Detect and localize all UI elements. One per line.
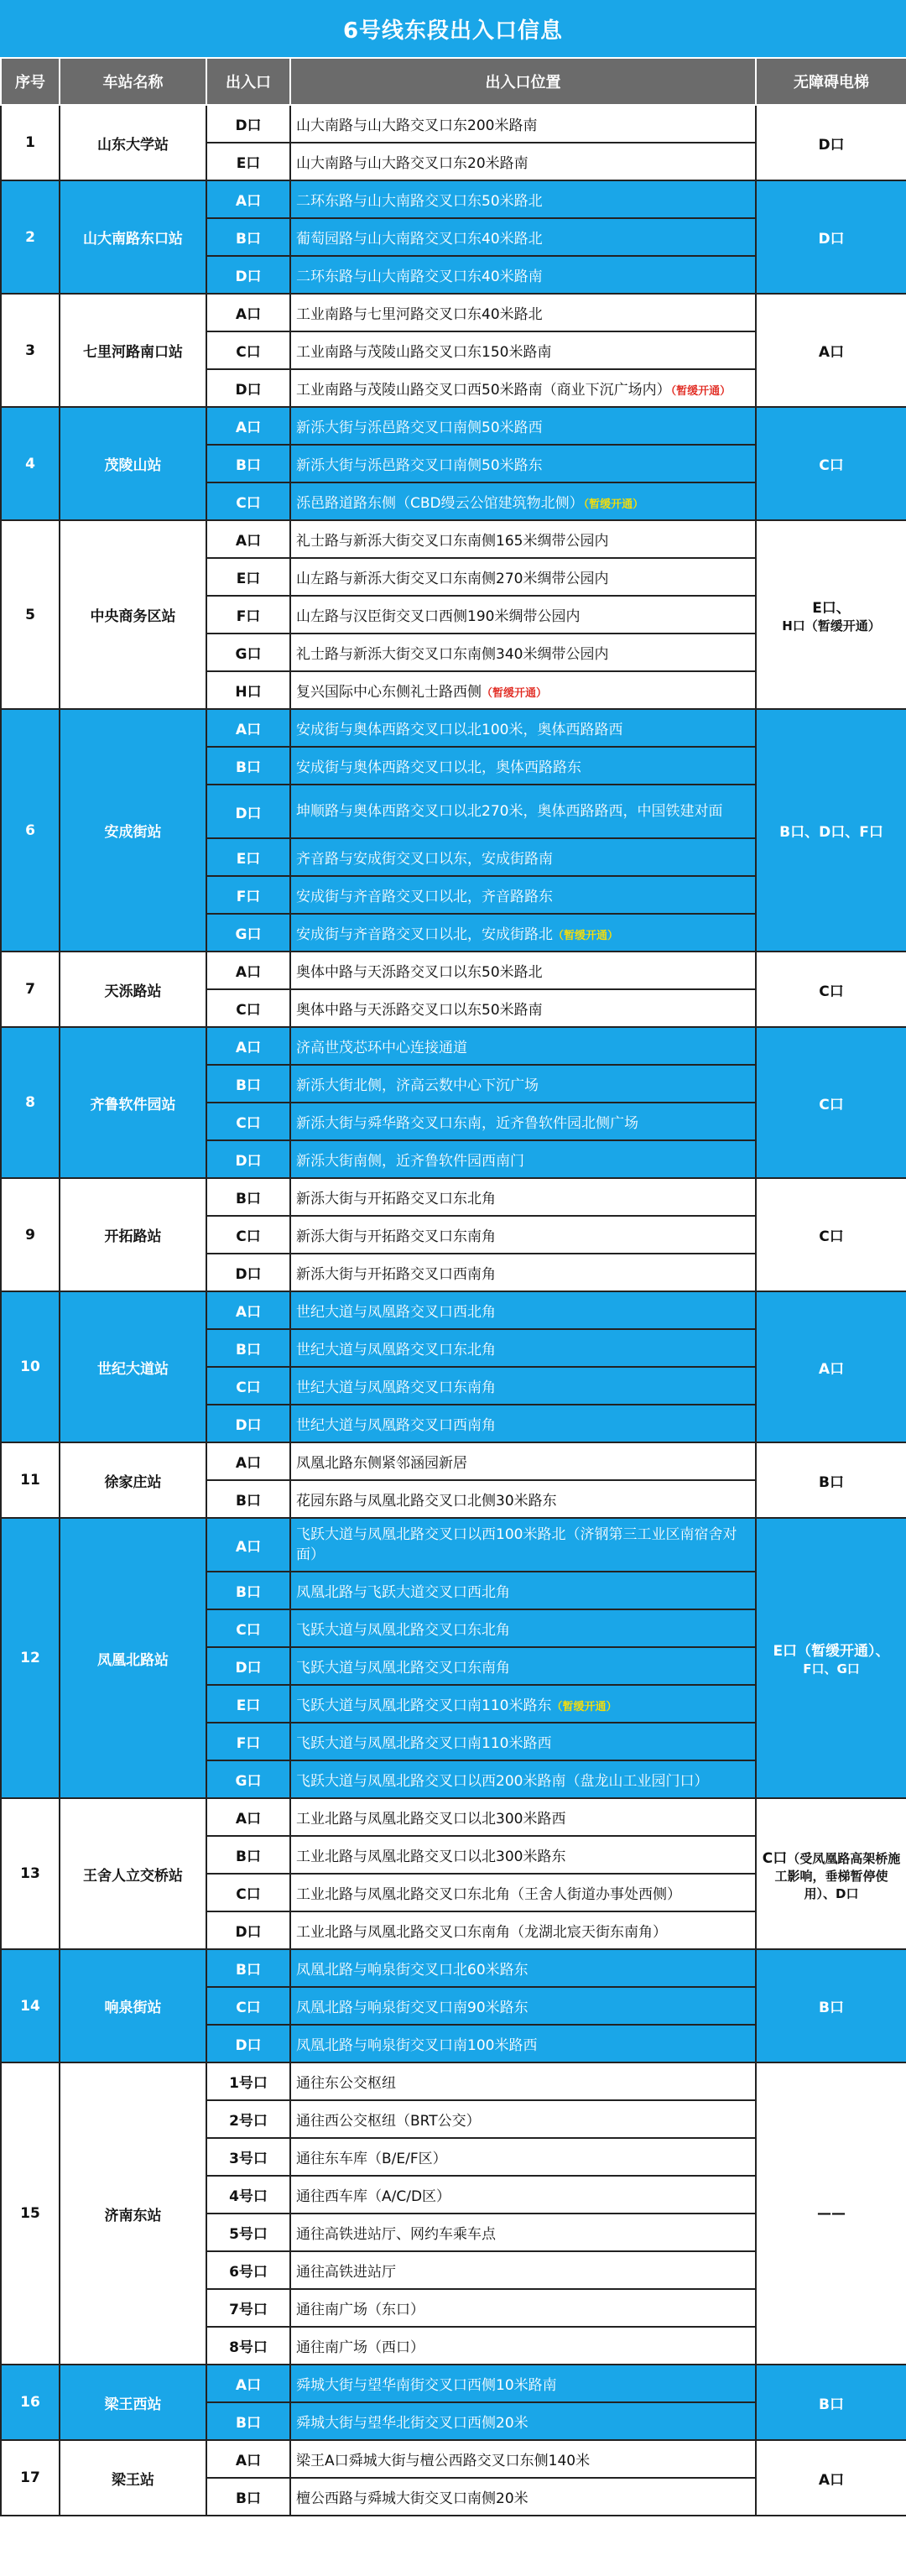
exit-position: [290, 1987, 756, 2025]
exit-position-text: 安成街与齐音路交叉口以北，安成街路北: [296, 926, 553, 943]
exit-position-text: 礼士路与新泺大街交叉口东南侧165米绸带公园内: [296, 533, 609, 550]
exit-position-text: 工业南路与茂陵山路交叉口东150米路南: [296, 344, 552, 361]
station-name: 梁王站: [60, 2440, 206, 2516]
exit-gate: C口: [206, 1367, 290, 1405]
exit-position-text: 工业南路与七里河路交叉口东40米路北: [296, 306, 543, 323]
exit-position-text: 世纪大道与凤凰路交叉口西北角: [296, 1304, 496, 1321]
station-name: 梁王西站: [60, 2365, 206, 2440]
exit-gate: A口: [206, 520, 290, 558]
exit-position-text: 新泺大街南侧，近齐鲁软件园西南门: [296, 1153, 524, 1170]
table-row: [1, 952, 906, 989]
station-name: 凤凰北路站: [60, 1518, 206, 1798]
exit-position-text: 二环东路与山大南路交叉口东50米路北: [296, 193, 543, 210]
exit-gate: E口: [206, 838, 290, 876]
exit-position-text: 复兴国际中心东侧礼士路西侧: [296, 684, 482, 701]
exit-position-text: 坤顺路与奥体西路交叉口以北270米，奥体西路路西，中国铁建对面: [296, 803, 723, 820]
accessible-lift: [756, 407, 906, 520]
exit-position: [290, 2478, 756, 2516]
station-number: 8: [1, 1027, 60, 1178]
exit-position: [290, 838, 756, 876]
exit-position: [290, 1609, 756, 1647]
table-row: [1, 407, 906, 445]
exit-position-text: 凤凰北路与响泉街交叉口南90米路东: [296, 2000, 528, 2016]
header-position: 出入口位置: [290, 58, 756, 105]
exit-gate: C口: [206, 1216, 290, 1254]
exit-gate: G口: [206, 634, 290, 671]
exit-position-text: 通往高铁进站厅: [296, 2264, 396, 2281]
lift-value: B口: [819, 1473, 844, 1491]
exit-position-text: 新泺大街与开拓路交叉口西南角: [296, 1266, 496, 1283]
table-row: [1, 1291, 906, 1329]
exit-position-text: 工业北路与凤凰北路交叉口东北角（王舍人街道办事处西侧）: [296, 1886, 681, 1903]
exit-position-text: 飞跃大道与凤凰北路交叉口南110米路西: [296, 1735, 552, 1752]
accessible-lift: [756, 520, 906, 709]
station-number: 11: [1, 1442, 60, 1518]
exit-gate: D口: [206, 2025, 290, 2062]
accessible-lift: [756, 709, 906, 952]
exit-position: [290, 1103, 756, 1140]
lift-value: A口: [818, 344, 845, 361]
exit-gate: 6号口: [206, 2251, 290, 2289]
exit-position-text: 世纪大道与凤凰路交叉口东南角: [296, 1379, 496, 1396]
exit-position: [290, 1178, 756, 1216]
exit-position: [290, 671, 756, 709]
station-name: 齐鲁软件园站: [60, 1027, 206, 1178]
exit-position-text: 舜城大街与望华北街交叉口西侧20米: [296, 2415, 528, 2432]
lift-note: H口（暂缓开通）: [782, 618, 881, 634]
exit-position-text: 新泺大街与开拓路交叉口东南角: [296, 1228, 496, 1245]
exit-position-text: 通往西公交枢纽（BRT公交）: [296, 2113, 481, 2130]
station-number: 3: [1, 294, 60, 407]
lift-value: D口: [818, 136, 845, 154]
exit-note: （暂缓开通）: [670, 385, 732, 398]
exit-gate: D口: [206, 1647, 290, 1685]
exit-gate: A口: [206, 180, 290, 218]
station-number: 9: [1, 1178, 60, 1291]
lift-note: （受凤凰路高架桥施工影响，垂梯暂停使用）、D口: [774, 1850, 901, 1901]
exit-gate: D口: [206, 369, 290, 407]
exit-position: [290, 105, 756, 143]
exit-position-text: 齐音路与安成街交叉口以东，安成街路南: [296, 851, 553, 868]
accessible-lift: [756, 2440, 906, 2516]
lift-value: B口: [819, 2396, 844, 2413]
exit-position: [290, 1836, 756, 1874]
table-body: [1, 105, 906, 2516]
exit-gate: A口: [206, 1798, 290, 1836]
exit-position: [290, 1760, 756, 1798]
station-name: 山东大学站: [60, 105, 206, 180]
exit-gate: B口: [206, 1836, 290, 1874]
exit-gate: C口: [206, 1874, 290, 1911]
exit-position: [290, 2440, 756, 2478]
exit-position-text: 通往南广场（西口）: [296, 2339, 424, 2356]
exit-gate: B口: [206, 1329, 290, 1367]
exit-gate: D口: [206, 1405, 290, 1442]
station-name: 山大南路东口站: [60, 180, 206, 294]
exit-position: [290, 2289, 756, 2327]
station-number: 5: [1, 520, 60, 709]
station-number: 4: [1, 407, 60, 520]
exit-position: [290, 1911, 756, 1949]
exit-note: （暂缓开通）: [551, 1701, 617, 1713]
exit-position: [290, 558, 756, 596]
station-name: 安成街站: [60, 709, 206, 952]
exit-gate: F口: [206, 876, 290, 914]
exit-position-text: 新泺大街与舜华路交叉口东南，近齐鲁软件园北侧广场: [296, 1115, 638, 1132]
exit-position-text: 葡萄园路与山大南路交叉口东40米路北: [296, 231, 543, 248]
exit-position-text: 山大南路与山大路交叉口东20米路南: [296, 155, 528, 172]
exit-position: [290, 180, 756, 218]
table-row: [1, 1178, 906, 1216]
exit-position-text: 安成街与齐音路交叉口以北，齐音路路东: [296, 889, 553, 905]
accessible-lift: [756, 294, 906, 407]
exit-position: [290, 1405, 756, 1442]
exit-gate: A口: [206, 294, 290, 331]
exit-gate: C口: [206, 1987, 290, 2025]
exit-position-text: 二环东路与山大南路交叉口东40米路南: [296, 269, 543, 285]
table-header-row: [1, 58, 906, 105]
exit-position: [290, 1216, 756, 1254]
station-name: 王舍人立交桥站: [60, 1798, 206, 1949]
exit-position-text: 济高世茂芯环中心连接通道: [296, 1040, 467, 1056]
accessible-lift: [756, 1798, 906, 1949]
lift-value: C口: [819, 1228, 844, 1245]
exit-position: [290, 2402, 756, 2440]
exit-gate: B口: [206, 218, 290, 256]
exit-gate: C口: [206, 1609, 290, 1647]
station-number: 15: [1, 2062, 60, 2365]
exit-position: [290, 2025, 756, 2062]
lift-value: C口: [819, 1096, 844, 1113]
exit-gate: B口: [206, 2478, 290, 2516]
exit-position: [290, 294, 756, 331]
exit-position: [290, 1572, 756, 1609]
exit-position: [290, 2251, 756, 2289]
exit-gate: D口: [206, 1911, 290, 1949]
exit-position-text: 通往西车库（A/C/D区）: [296, 2188, 451, 2205]
exit-position: [290, 2214, 756, 2251]
exit-position-text: 凤凰北路与飞跃大道交叉口西北角: [296, 1584, 510, 1601]
station-name: 七里河路南口站: [60, 294, 206, 407]
exit-note: （暂缓开通）: [482, 687, 548, 700]
exit-position-text: 山大南路与山大路交叉口东200米路南: [296, 117, 538, 134]
exit-position-text: 通往高铁进站厅、网约车乘车点: [296, 2226, 496, 2243]
exit-gate: C口: [206, 331, 290, 369]
exit-position-text: 山左路与新泺大街交叉口东南侧270米绸带公园内: [296, 571, 609, 587]
exit-position: [290, 709, 756, 747]
exit-position-text: 新泺大街与开拓路交叉口东北角: [296, 1191, 496, 1207]
exit-position-text: 飞跃大道与凤凰北路交叉口东北角: [296, 1622, 510, 1639]
exit-gate: A口: [206, 2365, 290, 2402]
table-row: [1, 1442, 906, 1480]
exit-position: [290, 785, 756, 838]
header-lift: 无障碍电梯: [756, 58, 906, 105]
accessible-lift: [756, 1518, 906, 1798]
exit-gate: E口: [206, 558, 290, 596]
exit-position-text: 飞跃大道与凤凰北路交叉口南110米路东: [296, 1697, 552, 1714]
table-row: [1, 1027, 906, 1065]
exit-gate: C口: [206, 1103, 290, 1140]
exit-position: [290, 747, 756, 785]
accessible-lift: [756, 180, 906, 294]
exit-position-text: 新泺大街北侧，济高云数中心下沉广场: [296, 1077, 539, 1094]
exit-position-text: 花园东路与凤凰北路交叉口北侧30米路东: [296, 1493, 557, 1510]
exit-gate: A口: [206, 2440, 290, 2478]
exit-position: [290, 2327, 756, 2365]
station-name: 开拓路站: [60, 1178, 206, 1291]
exit-position-text: 新泺大街与泺邑路交叉口南侧50米路西: [296, 420, 543, 436]
exit-position: [290, 218, 756, 256]
exit-gate: D口: [206, 785, 290, 838]
station-number: 10: [1, 1291, 60, 1442]
exit-position-text: 檀公西路与舜城大街交叉口南侧20米: [296, 2490, 528, 2507]
table-row: [1, 2062, 906, 2100]
lift-value: B口、D口、F口: [779, 824, 883, 841]
accessible-lift: [756, 1949, 906, 2062]
accessible-lift: [756, 952, 906, 1027]
exit-position: [290, 2138, 756, 2176]
lift-value: E口、: [812, 599, 851, 617]
exit-position: [290, 989, 756, 1027]
exit-position: [290, 2176, 756, 2214]
exit-gate: F口: [206, 1723, 290, 1760]
station-number: 12: [1, 1518, 60, 1798]
exit-position-text: 工业北路与凤凰北路交叉口以北300米路西: [296, 1811, 566, 1828]
table-row: [1, 520, 906, 558]
exit-note: （暂缓开通）: [553, 930, 619, 942]
exit-position: [290, 1949, 756, 1987]
exit-position: [290, 1291, 756, 1329]
exit-position-text: 新泺大街与泺邑路交叉口南侧50米路东: [296, 457, 543, 474]
station-name: 济南东站: [60, 2062, 206, 2365]
accessible-lift: [756, 1178, 906, 1291]
exit-gate: B口: [206, 1065, 290, 1103]
exit-gate: A口: [206, 407, 290, 445]
exit-position: [290, 1027, 756, 1065]
exit-gate: B口: [206, 1480, 290, 1518]
exit-gate: B口: [206, 747, 290, 785]
table-row: [1, 709, 906, 747]
lift-value: A口: [818, 1360, 845, 1378]
station-number: 16: [1, 2365, 60, 2440]
exit-position-text: 奥体中路与天泺路交叉口以东50米路北: [296, 964, 543, 981]
exit-position: [290, 1442, 756, 1480]
exit-position-text: 通往东车库（B/E/F区）: [296, 2151, 447, 2167]
exit-gate: D口: [206, 105, 290, 143]
accessible-lift: [756, 105, 906, 180]
accessible-lift: [756, 2365, 906, 2440]
exit-position-text: 飞跃大道与凤凰北路交叉口以西100米路北（济钢第三工业区南宿舍对面）: [296, 1526, 737, 1563]
lift-value: ——: [817, 2205, 846, 2222]
exit-position-text: 舜城大街与望华南街交叉口西侧10米路南: [296, 2377, 557, 2394]
exit-gate: E口: [206, 143, 290, 180]
station-name: 茂陵山站: [60, 407, 206, 520]
exit-position-text: 世纪大道与凤凰路交叉口西南角: [296, 1417, 496, 1434]
header-seq: 序号: [1, 58, 60, 105]
exit-gate: B口: [206, 1949, 290, 1987]
exit-position-text: 安成街与奥体西路交叉口以北100米，奥体西路路西: [296, 722, 623, 738]
exit-position: [290, 520, 756, 558]
exit-position-text: 凤凰北路东侧紧邻涵园新居: [296, 1455, 467, 1472]
lift-note: F口、G口: [803, 1661, 860, 1676]
table-row: [1, 180, 906, 218]
exit-gate: D口: [206, 256, 290, 294]
exit-gate: B口: [206, 2402, 290, 2440]
exit-position-text: 工业北路与凤凰北路交叉口东南角（龙湖北宸天街东南角）: [296, 1924, 667, 1941]
exit-table: [0, 57, 906, 2516]
exit-position: [290, 1647, 756, 1685]
page-title: 6号线东段出入口信息: [0, 0, 906, 57]
exit-position: [290, 596, 756, 634]
exit-position: [290, 369, 756, 407]
exit-position: [290, 1329, 756, 1367]
exit-position-text: 山左路与汉臣街交叉口西侧190米绸带公园内: [296, 608, 581, 625]
station-name: 天泺路站: [60, 952, 206, 1027]
exit-gate: A口: [206, 1518, 290, 1572]
exit-position: [290, 143, 756, 180]
exit-position: [290, 914, 756, 952]
table-row: [1, 294, 906, 331]
header-station: 车站名称: [60, 58, 206, 105]
accessible-lift: [756, 1291, 906, 1442]
exit-gate: A口: [206, 1442, 290, 1480]
exit-gate: A口: [206, 709, 290, 747]
station-name: 徐家庄站: [60, 1442, 206, 1518]
station-number: 14: [1, 1949, 60, 2062]
exit-gate: A口: [206, 952, 290, 989]
exit-position-text: 安成街与奥体西路交叉口以北，奥体西路路东: [296, 759, 581, 776]
table-row: [1, 1518, 906, 1572]
exit-gate: 2号口: [206, 2100, 290, 2138]
exit-gate: F口: [206, 596, 290, 634]
header-gate: 出入口: [206, 58, 290, 105]
station-number: 2: [1, 180, 60, 294]
exit-gate: G口: [206, 1760, 290, 1798]
exit-position: [290, 2100, 756, 2138]
exit-gate: 5号口: [206, 2214, 290, 2251]
table-row: [1, 1798, 906, 1836]
exit-gate: C口: [206, 482, 290, 520]
exit-position: [290, 1367, 756, 1405]
exit-position: [290, 1723, 756, 1760]
exit-gate: H口: [206, 671, 290, 709]
exit-position-text: 泺邑路道路东侧（CBD缦云公馆建筑物北侧）: [296, 495, 584, 512]
exit-gate: C口: [206, 989, 290, 1027]
exit-gate: B口: [206, 1572, 290, 1609]
table-row: [1, 1949, 906, 1987]
exit-gate: G口: [206, 914, 290, 952]
exit-position-text: 工业南路与茂陵山路交叉口西50米路南（商业下沉广场内）: [296, 382, 671, 399]
exit-position-text: 飞跃大道与凤凰北路交叉口以西200米路南（盘龙山工业园门口）: [296, 1773, 709, 1790]
exit-gate: A口: [206, 1027, 290, 1065]
exit-position: [290, 876, 756, 914]
exit-position: [290, 1254, 756, 1291]
lift-value: B口: [819, 2000, 844, 2016]
exit-position: [290, 2062, 756, 2100]
exit-gate: B口: [206, 445, 290, 482]
exit-position: [290, 445, 756, 482]
exit-position: [290, 482, 756, 520]
lift-value: C口: [762, 1849, 788, 1867]
exit-position: [290, 2365, 756, 2402]
lift-value: D口: [818, 231, 845, 248]
table-row: [1, 105, 906, 143]
station-number: 13: [1, 1798, 60, 1949]
exit-note: （暂缓开通）: [583, 498, 644, 511]
exit-position: [290, 256, 756, 294]
station-name: 中央商务区站: [60, 520, 206, 709]
exit-gate: D口: [206, 1254, 290, 1291]
exit-gate: 7号口: [206, 2289, 290, 2327]
station-name: 响泉街站: [60, 1949, 206, 2062]
exit-gate: D口: [206, 1140, 290, 1178]
exit-position: [290, 1798, 756, 1836]
station-number: 6: [1, 709, 60, 952]
exit-position: [290, 1874, 756, 1911]
exit-position-text: 礼士路与新泺大街交叉口东南侧340米绸带公园内: [296, 646, 609, 663]
exit-gate: 3号口: [206, 2138, 290, 2176]
exit-position: [290, 634, 756, 671]
station-number: 17: [1, 2440, 60, 2516]
exit-position: [290, 952, 756, 989]
exit-gate: A口: [206, 1291, 290, 1329]
exit-gate: E口: [206, 1685, 290, 1723]
accessible-lift: [756, 2062, 906, 2365]
exit-position-text: 飞跃大道与凤凰北路交叉口东南角: [296, 1660, 510, 1676]
accessible-lift: [756, 1442, 906, 1518]
lift-value: E口（暂缓开通）、: [773, 1643, 890, 1660]
table-row: [1, 2365, 906, 2402]
table-row: [1, 2440, 906, 2478]
exit-position: [290, 1518, 756, 1572]
lift-value: C口: [819, 983, 844, 1000]
exit-position: [290, 331, 756, 369]
station-name: 世纪大道站: [60, 1291, 206, 1442]
exit-position-text: 凤凰北路与响泉街交叉口北60米路东: [296, 1962, 528, 1979]
exit-gate: 8号口: [206, 2327, 290, 2365]
exit-position-text: 工业北路与凤凰北路交叉口以北300米路东: [296, 1849, 566, 1865]
exit-gate: 4号口: [206, 2176, 290, 2214]
lift-value: A口: [818, 2471, 845, 2489]
exit-position: [290, 407, 756, 445]
exit-position: [290, 1685, 756, 1723]
exit-position: [290, 1140, 756, 1178]
station-number: 1: [1, 105, 60, 180]
exit-position-text: 奥体中路与天泺路交叉口以东50米路南: [296, 1002, 543, 1019]
exit-position: [290, 1480, 756, 1518]
exit-position-text: 梁王A口舜城大街与檀公西路交叉口东侧140米: [296, 2453, 591, 2469]
exit-gate: 1号口: [206, 2062, 290, 2100]
exit-position-text: 通往南广场（东口）: [296, 2302, 424, 2318]
exit-position-text: 世纪大道与凤凰路交叉口东北角: [296, 1342, 496, 1358]
station-number: 7: [1, 952, 60, 1027]
lift-value: C口: [819, 457, 844, 474]
exit-position-text: 通往东公交枢纽: [296, 2075, 396, 2092]
exit-position-text: 凤凰北路与响泉街交叉口南100米路西: [296, 2037, 538, 2054]
exit-gate: B口: [206, 1178, 290, 1216]
accessible-lift: [756, 1027, 906, 1178]
exit-position: [290, 1065, 756, 1103]
